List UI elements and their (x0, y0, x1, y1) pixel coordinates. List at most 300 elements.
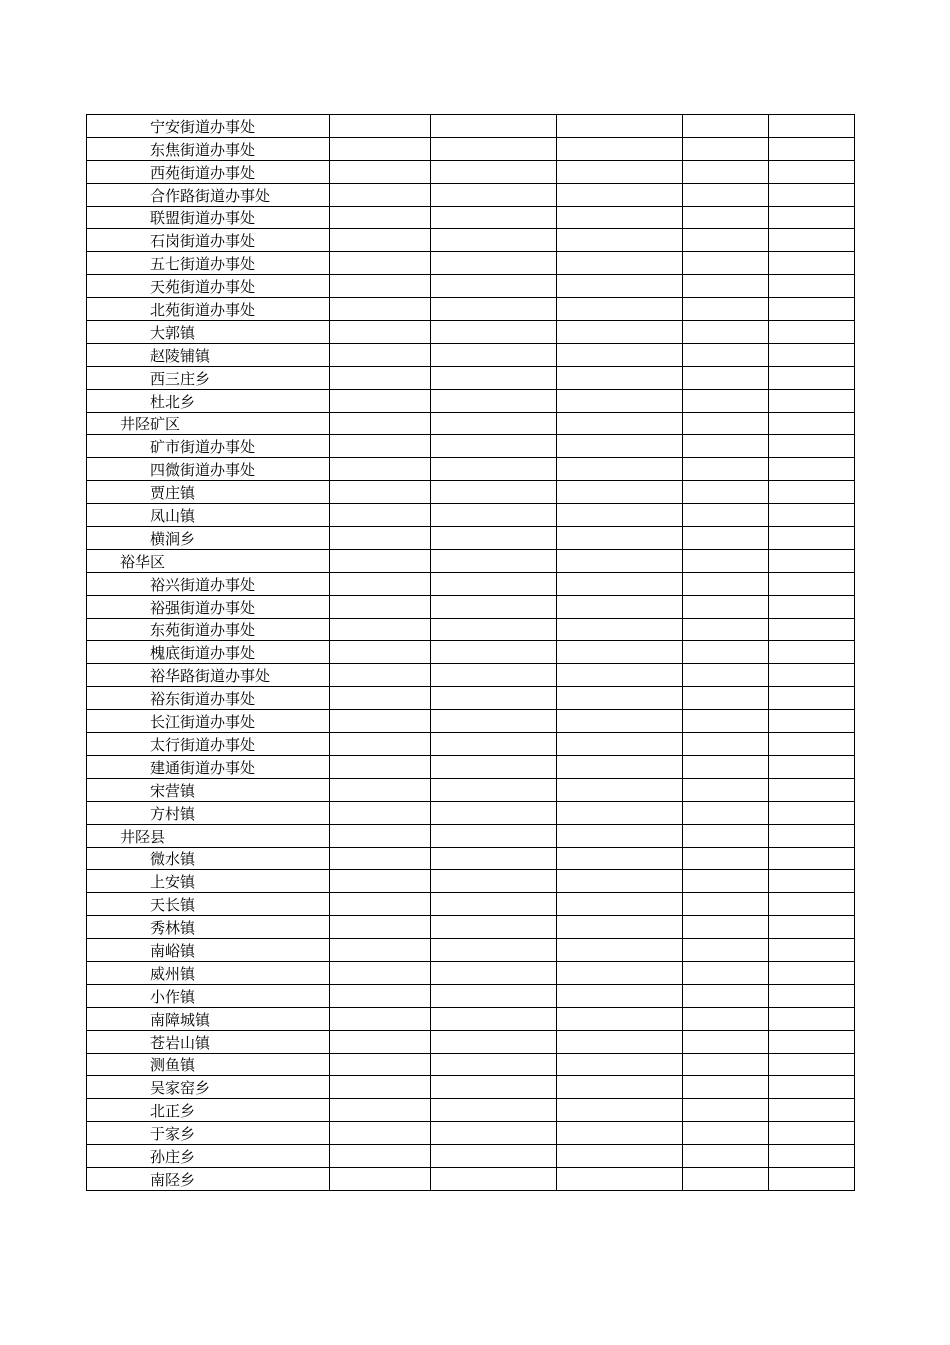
subdistrict-name-cell[interactable]: 裕华路街道办事处 (87, 664, 330, 687)
empty-value-cell[interactable] (769, 252, 855, 275)
empty-value-cell[interactable] (431, 1122, 557, 1145)
table-row (87, 412, 855, 435)
empty-value-cell[interactable] (431, 549, 557, 572)
empty-value-cell[interactable] (330, 595, 431, 618)
district-name-cell[interactable]: 井陉县 (87, 824, 330, 847)
empty-value-cell[interactable] (431, 1053, 557, 1076)
subdistrict-name-cell[interactable]: 微水镇 (87, 847, 330, 870)
empty-value-cell[interactable] (431, 778, 557, 801)
empty-value-cell[interactable] (769, 275, 855, 298)
empty-value-cell[interactable] (431, 916, 557, 939)
empty-value-cell[interactable] (769, 321, 855, 344)
empty-value-cell[interactable] (557, 847, 683, 870)
empty-value-cell[interactable] (330, 870, 431, 893)
empty-value-cell[interactable] (683, 1122, 769, 1145)
empty-value-cell[interactable] (557, 939, 683, 962)
empty-value-cell[interactable] (683, 115, 769, 138)
empty-value-cell[interactable] (557, 343, 683, 366)
empty-value-cell[interactable] (431, 137, 557, 160)
empty-value-cell[interactable] (431, 435, 557, 458)
subdistrict-name-cell[interactable]: 合作路街道办事处 (87, 183, 330, 206)
empty-value-cell[interactable] (431, 893, 557, 916)
empty-value-cell[interactable] (330, 1167, 431, 1190)
empty-value-cell[interactable] (769, 1030, 855, 1053)
empty-value-cell[interactable] (557, 412, 683, 435)
empty-value-cell[interactable] (683, 160, 769, 183)
empty-value-cell[interactable] (330, 755, 431, 778)
empty-value-cell[interactable] (683, 733, 769, 756)
empty-value-cell[interactable] (330, 641, 431, 664)
empty-value-cell[interactable] (683, 366, 769, 389)
empty-value-cell[interactable] (557, 916, 683, 939)
table-row (87, 275, 855, 298)
empty-value-cell[interactable] (330, 733, 431, 756)
empty-value-cell[interactable] (557, 801, 683, 824)
empty-value-cell[interactable] (557, 1145, 683, 1168)
empty-value-cell[interactable] (769, 366, 855, 389)
district-name-cell[interactable]: 井陉矿区 (87, 412, 330, 435)
empty-value-cell[interactable] (557, 527, 683, 550)
subdistrict-name-cell[interactable]: 南陉乡 (87, 1167, 330, 1190)
empty-value-cell[interactable] (683, 824, 769, 847)
empty-value-cell[interactable] (769, 435, 855, 458)
empty-value-cell[interactable] (557, 252, 683, 275)
empty-value-cell[interactable] (431, 321, 557, 344)
empty-value-cell[interactable] (557, 1007, 683, 1030)
empty-value-cell[interactable] (330, 961, 431, 984)
empty-value-cell[interactable] (431, 687, 557, 710)
empty-value-cell[interactable] (683, 1053, 769, 1076)
empty-value-cell[interactable] (683, 229, 769, 252)
empty-value-cell[interactable] (683, 870, 769, 893)
empty-value-cell[interactable] (330, 893, 431, 916)
empty-value-cell[interactable] (431, 366, 557, 389)
subdistrict-name-cell[interactable]: 长江街道办事处 (87, 710, 330, 733)
table-row (87, 389, 855, 412)
empty-value-cell[interactable] (769, 984, 855, 1007)
empty-value-cell[interactable] (557, 618, 683, 641)
empty-value-cell[interactable] (557, 435, 683, 458)
subdistrict-name-cell[interactable]: 贾庄镇 (87, 481, 330, 504)
empty-value-cell[interactable] (431, 183, 557, 206)
empty-value-cell[interactable] (769, 504, 855, 527)
empty-value-cell[interactable] (557, 641, 683, 664)
empty-value-cell[interactable] (683, 183, 769, 206)
table-row (87, 1007, 855, 1030)
subdistrict-name-cell[interactable]: 吴家窑乡 (87, 1076, 330, 1099)
empty-value-cell[interactable] (769, 618, 855, 641)
empty-value-cell[interactable] (683, 252, 769, 275)
empty-value-cell[interactable] (557, 710, 683, 733)
empty-value-cell[interactable] (330, 778, 431, 801)
empty-value-cell[interactable] (431, 572, 557, 595)
subdistrict-name-cell[interactable]: 秀林镇 (87, 916, 330, 939)
empty-value-cell[interactable] (557, 1167, 683, 1190)
empty-value-cell[interactable] (683, 710, 769, 733)
empty-value-cell[interactable] (557, 824, 683, 847)
empty-value-cell[interactable] (330, 618, 431, 641)
empty-value-cell[interactable] (557, 183, 683, 206)
empty-value-cell[interactable] (769, 412, 855, 435)
empty-value-cell[interactable] (330, 298, 431, 321)
empty-value-cell[interactable] (431, 755, 557, 778)
empty-value-cell[interactable] (330, 549, 431, 572)
table-row (87, 321, 855, 344)
empty-value-cell[interactable] (683, 1030, 769, 1053)
empty-value-cell[interactable] (557, 664, 683, 687)
empty-value-cell[interactable] (557, 572, 683, 595)
table-row (87, 1099, 855, 1122)
empty-value-cell[interactable] (769, 755, 855, 778)
empty-value-cell[interactable] (557, 275, 683, 298)
empty-value-cell[interactable] (431, 801, 557, 824)
subdistrict-name-cell[interactable]: 宁安街道办事处 (87, 115, 330, 138)
empty-value-cell[interactable] (431, 641, 557, 664)
subdistrict-name-cell[interactable]: 小作镇 (87, 984, 330, 1007)
empty-value-cell[interactable] (557, 1076, 683, 1099)
empty-value-cell[interactable] (431, 870, 557, 893)
empty-value-cell[interactable] (431, 343, 557, 366)
empty-value-cell[interactable] (683, 1145, 769, 1168)
empty-value-cell[interactable] (330, 229, 431, 252)
empty-value-cell[interactable] (431, 984, 557, 1007)
empty-value-cell[interactable] (431, 1030, 557, 1053)
empty-value-cell[interactable] (683, 664, 769, 687)
empty-value-cell[interactable] (330, 710, 431, 733)
empty-value-cell[interactable] (769, 183, 855, 206)
empty-value-cell[interactable] (683, 687, 769, 710)
empty-value-cell[interactable] (769, 595, 855, 618)
empty-value-cell[interactable] (330, 1145, 431, 1168)
empty-value-cell[interactable] (769, 778, 855, 801)
empty-value-cell[interactable] (769, 801, 855, 824)
empty-value-cell[interactable] (769, 1076, 855, 1099)
empty-value-cell[interactable] (557, 1053, 683, 1076)
empty-value-cell[interactable] (683, 595, 769, 618)
table-row (87, 252, 855, 275)
subdistrict-name-cell[interactable]: 赵陵铺镇 (87, 343, 330, 366)
empty-value-cell[interactable] (557, 687, 683, 710)
subdistrict-name-cell[interactable]: 南峪镇 (87, 939, 330, 962)
empty-value-cell[interactable] (769, 160, 855, 183)
empty-value-cell[interactable] (330, 1007, 431, 1030)
empty-value-cell[interactable] (769, 115, 855, 138)
empty-value-cell[interactable] (431, 961, 557, 984)
empty-value-cell[interactable] (557, 504, 683, 527)
empty-value-cell[interactable] (769, 733, 855, 756)
subdistrict-name-cell[interactable]: 南障城镇 (87, 1007, 330, 1030)
empty-value-cell[interactable] (557, 549, 683, 572)
subdistrict-name-cell[interactable]: 大郭镇 (87, 321, 330, 344)
subdistrict-name-cell[interactable]: 裕兴街道办事处 (87, 572, 330, 595)
subdistrict-name-cell[interactable]: 四微街道办事处 (87, 458, 330, 481)
empty-value-cell[interactable] (330, 664, 431, 687)
empty-value-cell[interactable] (683, 298, 769, 321)
empty-value-cell[interactable] (431, 1145, 557, 1168)
empty-value-cell[interactable] (431, 206, 557, 229)
table-row (87, 733, 855, 756)
empty-value-cell[interactable] (557, 755, 683, 778)
empty-value-cell[interactable] (683, 1007, 769, 1030)
table-row (87, 778, 855, 801)
empty-value-cell[interactable] (557, 1030, 683, 1053)
empty-value-cell[interactable] (769, 961, 855, 984)
empty-value-cell[interactable] (431, 481, 557, 504)
empty-value-cell[interactable] (330, 572, 431, 595)
empty-value-cell[interactable] (431, 618, 557, 641)
subdistrict-name-cell[interactable]: 西苑街道办事处 (87, 160, 330, 183)
subdistrict-name-cell[interactable]: 建通街道办事处 (87, 755, 330, 778)
empty-value-cell[interactable] (330, 527, 431, 550)
empty-value-cell[interactable] (431, 229, 557, 252)
empty-value-cell[interactable] (683, 412, 769, 435)
empty-value-cell[interactable] (431, 664, 557, 687)
subdistrict-name-cell[interactable]: 太行街道办事处 (87, 733, 330, 756)
empty-value-cell[interactable] (683, 527, 769, 550)
empty-value-cell[interactable] (769, 1007, 855, 1030)
empty-value-cell[interactable] (683, 618, 769, 641)
empty-value-cell[interactable] (683, 343, 769, 366)
subdistrict-name-cell[interactable]: 五七街道办事处 (87, 252, 330, 275)
empty-value-cell[interactable] (330, 916, 431, 939)
empty-value-cell[interactable] (431, 1167, 557, 1190)
empty-value-cell[interactable] (557, 893, 683, 916)
empty-value-cell[interactable] (431, 939, 557, 962)
empty-value-cell[interactable] (683, 1167, 769, 1190)
subdistrict-name-cell[interactable]: 北正乡 (87, 1099, 330, 1122)
empty-value-cell[interactable] (330, 1099, 431, 1122)
empty-value-cell[interactable] (330, 801, 431, 824)
empty-value-cell[interactable] (683, 481, 769, 504)
subdistrict-name-cell[interactable]: 西三庄乡 (87, 366, 330, 389)
table-row (87, 961, 855, 984)
empty-value-cell[interactable] (557, 1099, 683, 1122)
empty-value-cell[interactable] (769, 893, 855, 916)
empty-value-cell[interactable] (330, 366, 431, 389)
empty-value-cell[interactable] (557, 389, 683, 412)
subdistrict-name-cell[interactable]: 联盟街道办事处 (87, 206, 330, 229)
empty-value-cell[interactable] (769, 710, 855, 733)
subdistrict-name-cell[interactable]: 矿市街道办事处 (87, 435, 330, 458)
empty-value-cell[interactable] (330, 939, 431, 962)
empty-value-cell[interactable] (330, 115, 431, 138)
empty-value-cell[interactable] (431, 252, 557, 275)
subdistrict-name-cell[interactable]: 槐底街道办事处 (87, 641, 330, 664)
empty-value-cell[interactable] (683, 755, 769, 778)
empty-value-cell[interactable] (769, 916, 855, 939)
empty-value-cell[interactable] (557, 160, 683, 183)
empty-value-cell[interactable] (683, 572, 769, 595)
empty-value-cell[interactable] (769, 1122, 855, 1145)
empty-value-cell[interactable] (330, 1122, 431, 1145)
empty-value-cell[interactable] (683, 939, 769, 962)
empty-value-cell[interactable] (557, 595, 683, 618)
table-row (87, 115, 855, 138)
empty-value-cell[interactable] (769, 206, 855, 229)
subdistrict-name-cell[interactable]: 东焦街道办事处 (87, 137, 330, 160)
empty-value-cell[interactable] (683, 893, 769, 916)
empty-value-cell[interactable] (683, 321, 769, 344)
empty-value-cell[interactable] (769, 1099, 855, 1122)
empty-value-cell[interactable] (330, 984, 431, 1007)
empty-value-cell[interactable] (769, 824, 855, 847)
empty-value-cell[interactable] (769, 664, 855, 687)
empty-value-cell[interactable] (431, 733, 557, 756)
table-row (87, 504, 855, 527)
district-name-cell[interactable]: 裕华区 (87, 549, 330, 572)
subdistrict-name-cell[interactable]: 上安镇 (87, 870, 330, 893)
empty-value-cell[interactable] (769, 687, 855, 710)
table-row (87, 206, 855, 229)
empty-value-cell[interactable] (683, 801, 769, 824)
empty-value-cell[interactable] (769, 641, 855, 664)
empty-value-cell[interactable] (769, 549, 855, 572)
empty-value-cell[interactable] (557, 366, 683, 389)
empty-value-cell[interactable] (557, 778, 683, 801)
subdistrict-name-cell[interactable]: 孙庄乡 (87, 1145, 330, 1168)
empty-value-cell[interactable] (769, 229, 855, 252)
empty-value-cell[interactable] (557, 298, 683, 321)
empty-value-cell[interactable] (431, 115, 557, 138)
empty-value-cell[interactable] (683, 1099, 769, 1122)
empty-value-cell[interactable] (683, 1076, 769, 1099)
empty-value-cell[interactable] (769, 481, 855, 504)
empty-value-cell[interactable] (330, 1076, 431, 1099)
empty-value-cell[interactable] (330, 1030, 431, 1053)
empty-value-cell[interactable] (683, 504, 769, 527)
empty-value-cell[interactable] (330, 481, 431, 504)
subdistrict-name-cell[interactable]: 裕强街道办事处 (87, 595, 330, 618)
empty-value-cell[interactable] (683, 916, 769, 939)
empty-value-cell[interactable] (557, 870, 683, 893)
empty-value-cell[interactable] (683, 847, 769, 870)
empty-value-cell[interactable] (431, 710, 557, 733)
subdistrict-name-cell[interactable]: 宋营镇 (87, 778, 330, 801)
empty-value-cell[interactable] (557, 206, 683, 229)
empty-value-cell[interactable] (330, 183, 431, 206)
empty-value-cell[interactable] (330, 321, 431, 344)
empty-value-cell[interactable] (769, 870, 855, 893)
empty-value-cell[interactable] (330, 435, 431, 458)
subdistrict-name-cell[interactable]: 于家乡 (87, 1122, 330, 1145)
empty-value-cell[interactable] (330, 687, 431, 710)
empty-value-cell[interactable] (557, 481, 683, 504)
subdistrict-name-cell[interactable]: 天苑街道办事处 (87, 275, 330, 298)
table-row (87, 939, 855, 962)
empty-value-cell[interactable] (330, 275, 431, 298)
empty-value-cell[interactable] (683, 641, 769, 664)
empty-value-cell[interactable] (557, 1122, 683, 1145)
empty-value-cell[interactable] (431, 504, 557, 527)
empty-value-cell[interactable] (769, 1053, 855, 1076)
empty-value-cell[interactable] (769, 847, 855, 870)
empty-value-cell[interactable] (330, 160, 431, 183)
empty-value-cell[interactable] (683, 778, 769, 801)
table-row (87, 1145, 855, 1168)
empty-value-cell[interactable] (769, 572, 855, 595)
empty-value-cell[interactable] (330, 389, 431, 412)
empty-value-cell[interactable] (330, 252, 431, 275)
empty-value-cell[interactable] (431, 1099, 557, 1122)
empty-value-cell[interactable] (431, 458, 557, 481)
empty-value-cell[interactable] (683, 389, 769, 412)
empty-value-cell[interactable] (769, 1145, 855, 1168)
empty-value-cell[interactable] (431, 824, 557, 847)
empty-value-cell[interactable] (431, 527, 557, 550)
empty-value-cell[interactable] (330, 343, 431, 366)
subdistrict-name-cell[interactable]: 北苑街道办事处 (87, 298, 330, 321)
empty-value-cell[interactable] (330, 824, 431, 847)
empty-value-cell[interactable] (330, 458, 431, 481)
empty-value-cell[interactable] (431, 1007, 557, 1030)
subdistrict-name-cell[interactable]: 方村镇 (87, 801, 330, 824)
empty-value-cell[interactable] (330, 1053, 431, 1076)
empty-value-cell[interactable] (683, 549, 769, 572)
empty-value-cell[interactable] (557, 137, 683, 160)
empty-value-cell[interactable] (683, 458, 769, 481)
empty-value-cell[interactable] (557, 961, 683, 984)
empty-value-cell[interactable] (330, 137, 431, 160)
table-row (87, 595, 855, 618)
empty-value-cell[interactable] (769, 1167, 855, 1190)
subdistrict-name-cell[interactable]: 东苑街道办事处 (87, 618, 330, 641)
empty-value-cell[interactable] (769, 939, 855, 962)
empty-value-cell[interactable] (683, 961, 769, 984)
empty-value-cell[interactable] (557, 733, 683, 756)
subdistrict-name-cell[interactable]: 裕东街道办事处 (87, 687, 330, 710)
empty-value-cell[interactable] (557, 984, 683, 1007)
empty-value-cell[interactable] (683, 275, 769, 298)
subdistrict-name-cell[interactable]: 天长镇 (87, 893, 330, 916)
empty-value-cell[interactable] (431, 412, 557, 435)
empty-value-cell[interactable] (769, 343, 855, 366)
empty-value-cell[interactable] (330, 206, 431, 229)
empty-value-cell[interactable] (683, 137, 769, 160)
subdistrict-name-cell[interactable]: 测鱼镇 (87, 1053, 330, 1076)
empty-value-cell[interactable] (431, 275, 557, 298)
empty-value-cell[interactable] (683, 206, 769, 229)
table-row (87, 664, 855, 687)
empty-value-cell[interactable] (431, 1076, 557, 1099)
empty-value-cell[interactable] (769, 298, 855, 321)
empty-value-cell[interactable] (769, 137, 855, 160)
empty-value-cell[interactable] (769, 389, 855, 412)
empty-value-cell[interactable] (431, 595, 557, 618)
empty-value-cell[interactable] (330, 847, 431, 870)
empty-value-cell[interactable] (557, 229, 683, 252)
empty-value-cell[interactable] (557, 115, 683, 138)
subdistrict-name-cell[interactable]: 苍岩山镇 (87, 1030, 330, 1053)
subdistrict-name-cell[interactable]: 杜北乡 (87, 389, 330, 412)
empty-value-cell[interactable] (557, 321, 683, 344)
empty-value-cell[interactable] (431, 847, 557, 870)
empty-value-cell[interactable] (683, 984, 769, 1007)
empty-value-cell[interactable] (557, 458, 683, 481)
empty-value-cell[interactable] (431, 389, 557, 412)
empty-value-cell[interactable] (431, 298, 557, 321)
subdistrict-name-cell[interactable]: 横涧乡 (87, 527, 330, 550)
empty-value-cell[interactable] (330, 412, 431, 435)
subdistrict-name-cell[interactable]: 威州镇 (87, 961, 330, 984)
subdistrict-name-cell[interactable]: 石岗街道办事处 (87, 229, 330, 252)
table-row (87, 481, 855, 504)
empty-value-cell[interactable] (769, 527, 855, 550)
empty-value-cell[interactable] (683, 435, 769, 458)
empty-value-cell[interactable] (330, 504, 431, 527)
subdistrict-name-cell[interactable]: 凤山镇 (87, 504, 330, 527)
empty-value-cell[interactable] (769, 458, 855, 481)
empty-value-cell[interactable] (431, 160, 557, 183)
